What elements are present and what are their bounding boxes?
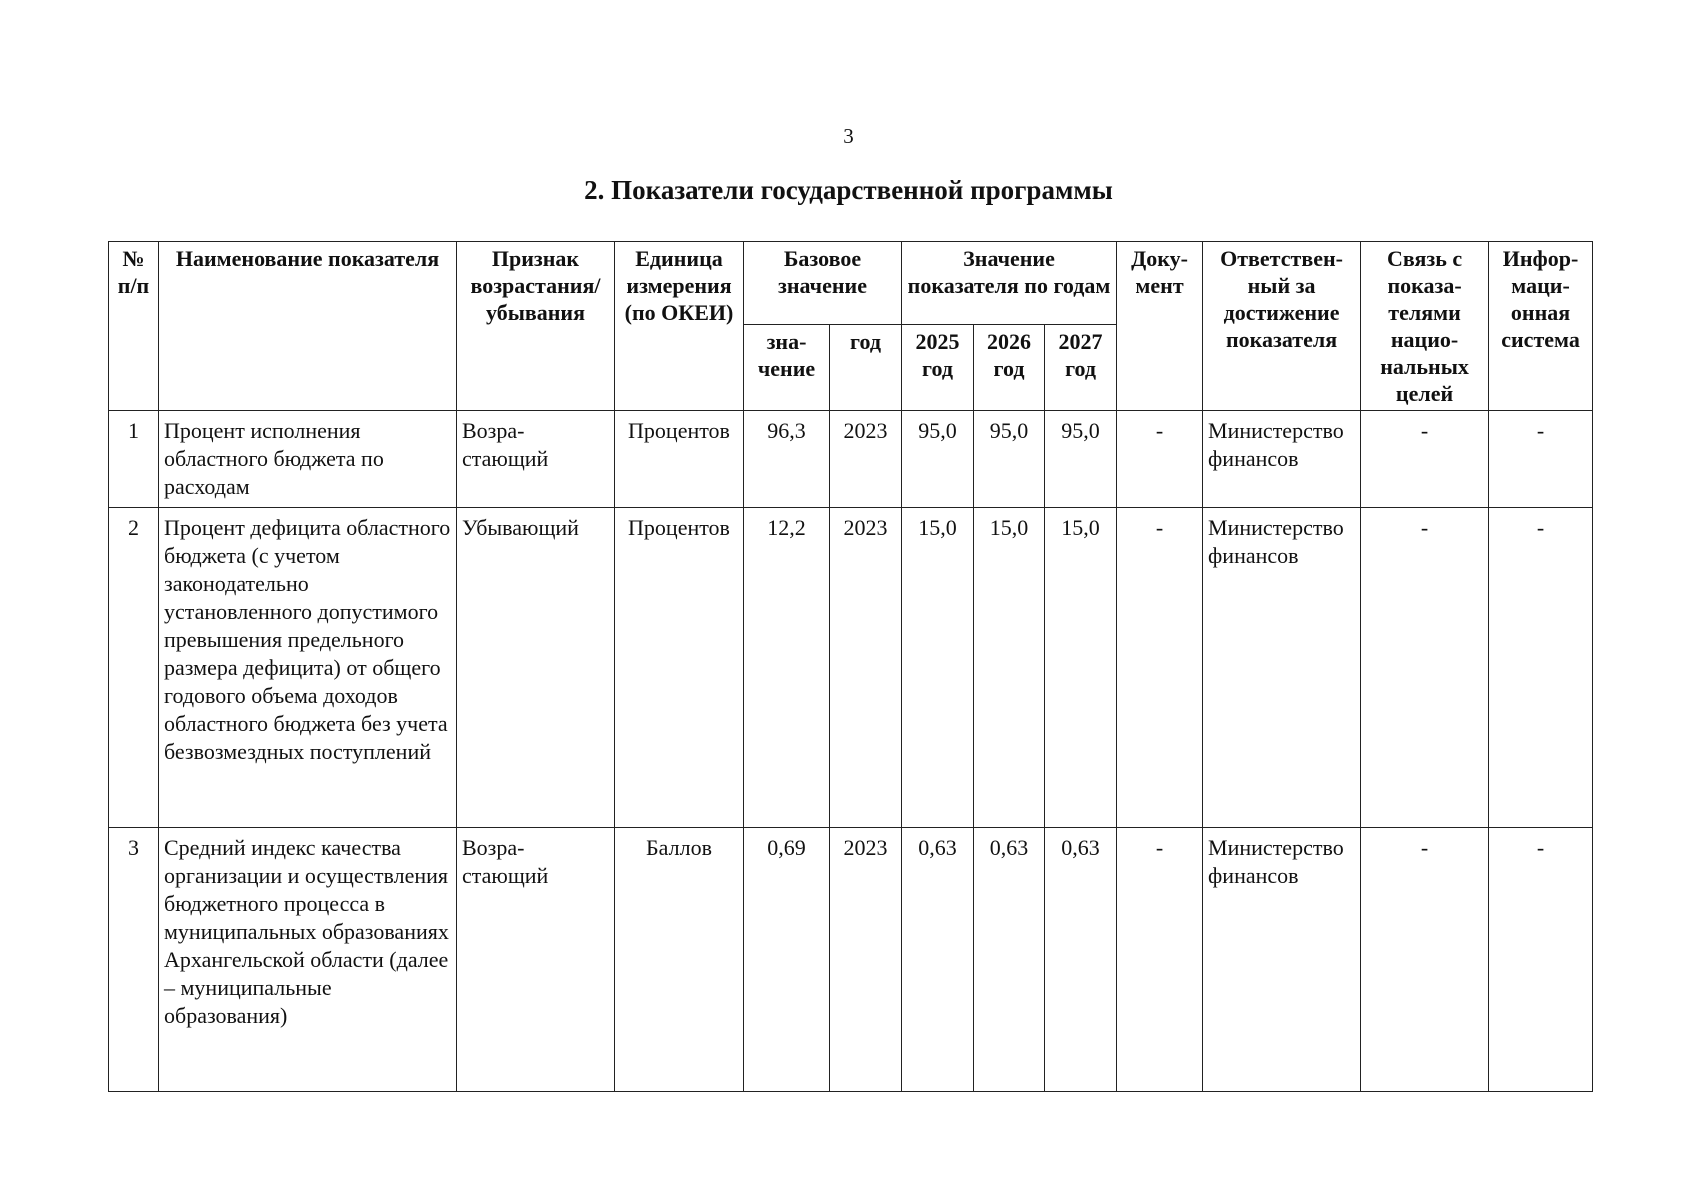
- cell-document: -: [1117, 508, 1203, 828]
- cell-responsible: Министерство финансов: [1203, 828, 1361, 1092]
- table-header: [109, 242, 1593, 411]
- col-header-link: Связь с показа- телями нацио- нальных целей: [1361, 242, 1489, 411]
- cell-responsible: Министерство финансов: [1203, 508, 1361, 828]
- cell-2025: 0,63: [902, 828, 974, 1092]
- indicators-table: [108, 241, 1593, 1092]
- cell-2027: 95,0: [1045, 411, 1117, 508]
- cell-name: Средний индекс качества организации и осуществления бюджетного процесса в муниципальных образованиях Архангельской области (далее – муниципальные образования): [159, 828, 457, 1092]
- cell-info-system: -: [1489, 508, 1593, 828]
- cell-unit: Процентов: [615, 508, 744, 828]
- col-header-values-by-year: Значение показателя по годам: [902, 242, 1117, 325]
- cell-base-year: 2023: [830, 828, 902, 1092]
- cell-trend: Возра- стающий: [457, 411, 615, 508]
- table-row: [109, 828, 1593, 1092]
- cell-info-system: -: [1489, 411, 1593, 508]
- cell-2025: 15,0: [902, 508, 974, 828]
- cell-base-value: 96,3: [744, 411, 830, 508]
- page-title: 2. Показатели государственной программы: [584, 175, 1113, 205]
- cell-2026: 15,0: [974, 508, 1045, 828]
- cell-unit: Баллов: [615, 828, 744, 1092]
- page-number: 3: [843, 124, 854, 148]
- col-header-info-system: Инфор- маци- онная система: [1489, 242, 1593, 411]
- cell-base-value: 0,69: [744, 828, 830, 1092]
- col-header-2027: 2027 год: [1045, 325, 1117, 411]
- cell-link: -: [1361, 508, 1489, 828]
- col-header-2026: 2026 год: [974, 325, 1045, 411]
- col-header-name: Наименование показателя: [159, 242, 457, 411]
- cell-num: 2: [109, 508, 159, 828]
- cell-name: Процент исполнения областного бюджета по расходам: [159, 411, 457, 508]
- cell-2026: 0,63: [974, 828, 1045, 1092]
- cell-num: 3: [109, 828, 159, 1092]
- cell-num: 1: [109, 411, 159, 508]
- cell-link: -: [1361, 411, 1489, 508]
- col-header-base-year: год: [830, 325, 902, 411]
- col-header-document: Доку- мент: [1117, 242, 1203, 411]
- cell-trend: Убывающий: [457, 508, 615, 828]
- cell-base-value: 12,2: [744, 508, 830, 828]
- table-row: [109, 411, 1593, 508]
- cell-trend: Возра- стающий: [457, 828, 615, 1092]
- cell-name: Процент дефицита областного бюджета (с учетом законодательно установленного допустимого превышения предельного размера дефицита) от общего годового объема доходов областного бюджета без учета безвозмездных поступлений: [159, 508, 457, 828]
- cell-document: -: [1117, 411, 1203, 508]
- cell-document: -: [1117, 828, 1203, 1092]
- cell-responsible: Министерство финансов: [1203, 411, 1361, 508]
- col-header-2025: 2025 год: [902, 325, 974, 411]
- table-body: [109, 411, 1593, 1092]
- col-header-unit: Единица измерения (по ОКЕИ): [615, 242, 744, 411]
- cell-unit: Процентов: [615, 411, 744, 508]
- col-header-num: № п/п: [109, 242, 159, 411]
- col-header-responsible: Ответствен- ный за достижение показателя: [1203, 242, 1361, 411]
- cell-info-system: -: [1489, 828, 1593, 1092]
- col-header-trend: Признак возрастания/ убывания: [457, 242, 615, 411]
- cell-link: -: [1361, 828, 1489, 1092]
- cell-base-year: 2023: [830, 508, 902, 828]
- table-row: [109, 508, 1593, 828]
- col-header-base-value: зна- чение: [744, 325, 830, 411]
- cell-2026: 95,0: [974, 411, 1045, 508]
- col-header-base: Базовое значение: [744, 242, 902, 325]
- cell-base-year: 2023: [830, 411, 902, 508]
- cell-2027: 15,0: [1045, 508, 1117, 828]
- cell-2027: 0,63: [1045, 828, 1117, 1092]
- cell-2025: 95,0: [902, 411, 974, 508]
